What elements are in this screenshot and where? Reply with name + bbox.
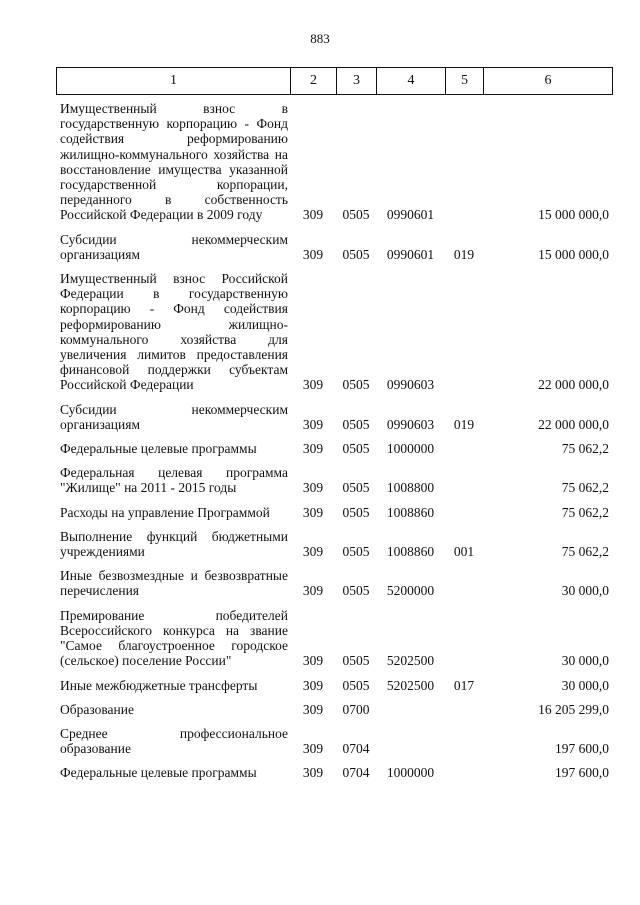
row-amount: 22 000 000,0 (538, 377, 609, 393)
row-code-ministry: 309 (302, 377, 324, 393)
table-row (56, 726, 612, 756)
row-code-section: 0505 (342, 504, 370, 520)
row-code-ministry: 309 (302, 653, 324, 669)
row-code-type: 017 (453, 677, 475, 693)
row-code-ministry: 309 (302, 583, 324, 599)
row-name: Среднее профессиональное образование (60, 725, 288, 757)
row-name: Федеральная целевая программа "Жилище" на 2011 - 2015 годы (60, 465, 288, 496)
row-code-type: 019 (453, 416, 475, 432)
row-code-ministry: 309 (302, 504, 324, 520)
row-name: Иные безвозмездные и безвозвратные перечисления (60, 568, 288, 599)
row-code-ministry: 309 (302, 701, 324, 717)
row-name: Субсидии некоммерческим организациям (60, 231, 288, 262)
row-name: Иные межбюджетные трансферты (60, 677, 258, 693)
table-row (56, 465, 612, 495)
row-code-ministry: 309 (302, 765, 324, 781)
row-amount: 75 062,2 (561, 544, 609, 560)
column-header-row (57, 68, 613, 95)
row-code-target: 5202500 (386, 653, 435, 669)
table-row (56, 441, 612, 456)
row-code-section: 0505 (342, 377, 370, 393)
row-code-target: 1000000 (386, 441, 435, 457)
column-header-table (56, 67, 613, 95)
column-header-3: 3 (337, 68, 377, 95)
page-number: 883 (310, 31, 330, 46)
row-code-ministry: 309 (302, 677, 324, 693)
row-code-ministry: 309 (302, 416, 324, 432)
table-row (56, 702, 612, 717)
table-row (56, 529, 612, 559)
row-amount: 30 000,0 (561, 653, 609, 669)
table-row (56, 271, 612, 393)
row-name: Имущественный взнос Российской Федерации в государственную корпорацию - Фонд содействия реформированию жилищно-коммунального хозяйства для увеличения лимитов предоставления финансовой поддержки субъектам Российской Федерации (60, 271, 288, 393)
row-code-target: 1000000 (386, 765, 435, 781)
row-amount: 30 000,0 (561, 677, 609, 693)
table-row (56, 101, 612, 223)
row-code-section: 0505 (342, 583, 370, 599)
row-code-target: 1008800 (386, 480, 435, 496)
row-code-section: 0704 (342, 741, 370, 757)
row-name: Федеральные целевые программы (60, 441, 257, 457)
row-code-section: 0505 (342, 677, 370, 693)
row-code-type: 019 (453, 246, 475, 262)
row-amount: 15 000 000,0 (538, 207, 609, 223)
row-code-target: 0990601 (386, 246, 435, 262)
row-name: Образование (60, 701, 134, 717)
row-code-target: 0990603 (386, 416, 435, 432)
row-amount: 75 062,2 (561, 441, 609, 457)
row-code-section: 0505 (342, 480, 370, 496)
row-code-target: 1008860 (386, 504, 435, 520)
row-name: Выполнение функций бюджетными учреждениями (60, 528, 288, 560)
row-name: Имущественный взнос в государственную корпорацию - Фонд содействия реформированию жилищно-коммунального хозяйства на восстановление имущества указанной государственной корпорации, переданного в собственность Российской Федерации в 2009 году (60, 101, 288, 223)
column-header-1: 1 (57, 68, 291, 95)
row-code-target: 0990603 (386, 377, 435, 393)
row-code-section: 0704 (342, 765, 370, 781)
row-code-ministry: 309 (302, 441, 324, 457)
table-row (56, 568, 612, 598)
row-code-ministry: 309 (302, 741, 324, 757)
row-code-target: 0990601 (386, 207, 435, 223)
row-name: Расходы на управление Программой (60, 504, 270, 520)
column-header-6: 6 (484, 68, 613, 95)
row-amount: 75 062,2 (561, 480, 609, 496)
row-amount: 22 000 000,0 (538, 416, 609, 432)
row-amount: 197 600,0 (555, 765, 609, 781)
row-code-type: 001 (453, 544, 475, 560)
row-name: Субсидии некоммерческим организациям (60, 401, 288, 432)
table-row (56, 765, 612, 780)
column-header-2: 2 (291, 68, 337, 95)
row-code-section: 0505 (342, 207, 370, 223)
row-code-target: 5202500 (386, 677, 435, 693)
row-code-section: 0505 (342, 653, 370, 669)
row-name: Премирование победителей Всероссийского конкурса на звание "Самое благоустроенное городское (сельское) поселение России" (60, 607, 288, 669)
table-row (56, 505, 612, 520)
table-row (56, 678, 612, 693)
row-code-ministry: 309 (302, 207, 324, 223)
row-amount: 197 600,0 (555, 741, 609, 757)
row-amount: 75 062,2 (561, 504, 609, 520)
row-code-section: 0505 (342, 246, 370, 262)
table-row (56, 232, 612, 262)
row-code-target: 1008860 (386, 544, 435, 560)
budget-rows (56, 101, 612, 781)
row-code-section: 0505 (342, 544, 370, 560)
row-code-ministry: 309 (302, 246, 324, 262)
row-code-ministry: 309 (302, 480, 324, 496)
row-amount: 15 000 000,0 (538, 246, 609, 262)
row-name: Федеральные целевые программы (60, 765, 257, 781)
row-amount: 30 000,0 (561, 583, 609, 599)
row-code-section: 0700 (342, 701, 370, 717)
table-row (56, 402, 612, 432)
column-header-5: 5 (446, 68, 484, 95)
row-code-section: 0505 (342, 416, 370, 432)
row-amount: 16 205 299,0 (538, 701, 609, 717)
column-header-4: 4 (377, 68, 446, 95)
row-code-ministry: 309 (302, 544, 324, 560)
row-code-target: 5200000 (386, 583, 435, 599)
table-row (56, 608, 612, 669)
row-code-section: 0505 (342, 441, 370, 457)
